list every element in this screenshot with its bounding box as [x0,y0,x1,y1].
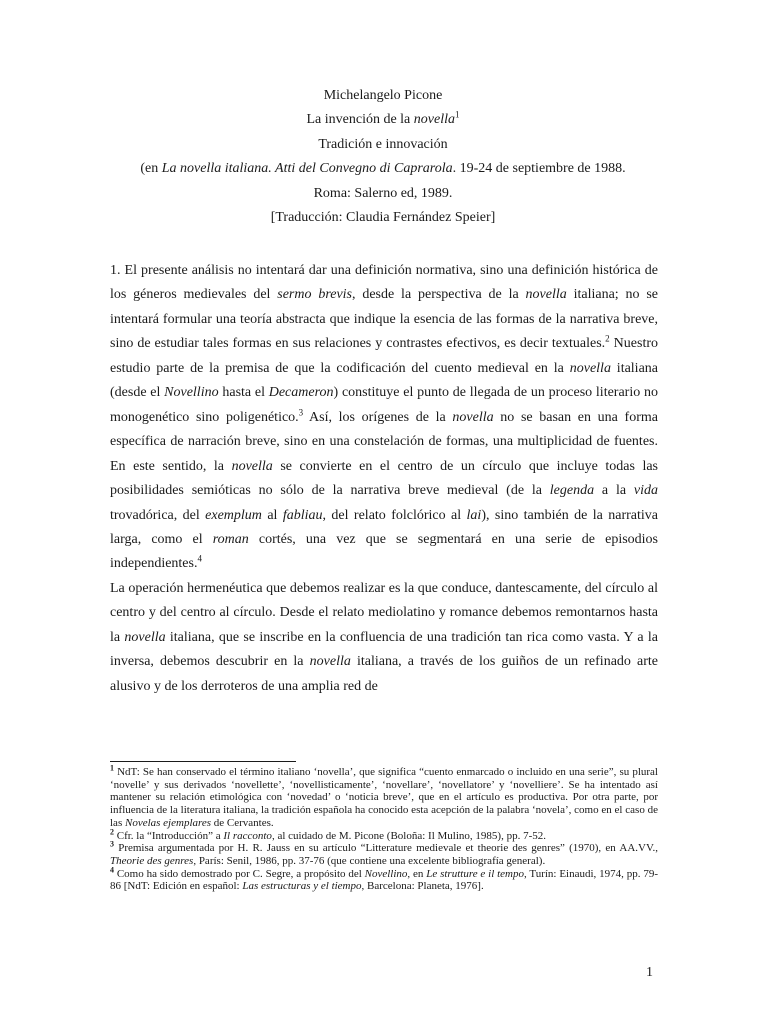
footnote-marker: 1 [110,763,114,773]
text-run: italiana; no se intentará formular una teoría abstracta que indique la esencia de las formas de la narrativa breve, sino de estudiar tales formas en sus relaciones y contrastes efectivos, es decir textuales. [110,287,658,352]
text-run: , París: Senil, 1986, pp. 37-76 (que contiene una excelente bibliografía general). [193,854,546,867]
footnote-separator [110,761,296,762]
italic-run: exemplum [205,507,262,523]
title-line [100,108,666,132]
italic-run: novella [452,409,494,425]
footnote-1 [110,763,658,830]
text-run: 1. El presente análisis no intentará dar una definición normativa, sino una definición histórica de los géneros medievales del [110,263,658,303]
text-run: , desde la perspectiva de la [352,287,526,303]
italic-run: Novellino [164,385,219,401]
footnote-4 [110,864,658,893]
text-run: La operación hermenéutica que debemos realizar es la que conduce, dantescamente, del círculo al centro y del centro al círculo. Desde el relato mediolatino y romance debemos remontarnos hasta la [110,580,658,645]
text-run: ) constituye el punto de llegada de un proceso literario no monogenético sino poligenético. [110,385,658,425]
source-line [100,157,666,181]
italic-run: sermo brevis [277,287,353,303]
italic-run: Las estructuras y el tiempo [242,880,362,893]
text-run: , Barcelona: Planeta, 1976]. [361,880,484,893]
footnote-marker: 4 [110,864,114,874]
text-run: Así, los orígenes de la [303,409,453,425]
footnote-marker: 3 [298,407,304,418]
source-suffix: . 19-24 de septiembre de 1988. [452,161,626,177]
text-run: , Turín: Einaudi, 1974, pp. 79-86 [NdT: Edición en español: [110,867,658,893]
title-footnote-marker: 1 [455,109,460,120]
text-run: Premisa argumentada por H. R. Jauss en su artículo “Litterature medievale et theorie des genres” (1970), en AA.VV., [114,842,658,855]
footnote-marker: 3 [110,839,114,849]
translation-line: [Traducción: Claudia Fernández Speier] [270,210,496,226]
italic-run: Il racconto [223,829,272,842]
italic-run: lai [466,507,482,523]
footnote-marker: 2 [605,333,610,344]
text-run: Nuestro estudio parte de la premisa de que la codificación del cuento medieval en la [110,336,658,376]
document-header [100,84,666,230]
text-run: cortés, una vez que se segmentará en una serie de episodios independientes. [110,531,658,572]
text-run: Cfr. la “Introducción” a [114,829,224,842]
source-italic: La novella italiana. Atti del Convegno di Caprarola [161,161,453,177]
italic-run: novella [525,287,567,303]
footnote-marker: 4 [197,553,202,564]
text-run: , al cuidado de M. Picone (Boloña: Il Mulino, 1985), pp. 7-52. [271,829,546,842]
text-run: ), sino también de la narrativa larga, como el [110,507,658,547]
paragraph-1 [110,259,658,577]
text-run: , del relato folclórico al [322,507,467,523]
source-prefix: (en [140,161,162,177]
italic-run: fabliau [282,507,323,523]
paragraph-2 [110,577,658,699]
subtitle-line: Tradición e innovación [318,136,448,152]
footnote-3 [110,839,658,867]
text-run: al [261,507,283,523]
text-run: no se basan en una forma específica de narración breve, sino en una constelación de formas, una multiplicidad de fuentes. En este sentido, la [110,409,658,474]
text-run: hasta el [218,385,269,401]
title-text: La invención de la [306,112,414,128]
italic-run: Novellino [364,867,408,880]
page-number: 1 [646,965,653,980]
text-run: italiana (desde el [110,360,659,401]
footnote-marker: 2 [110,826,114,836]
italic-run: Decameron [268,385,334,401]
text-run: de Cervantes. [211,816,274,829]
footnote-2 [110,826,658,843]
text-run: trovadórica, del [110,507,206,523]
text-run: Como ha sido demostrado por C. Segre, a propósito del [114,867,365,880]
italic-run: novella [124,629,166,645]
footnotes [110,763,658,893]
italic-run: legenda [549,483,595,499]
text-run: a la [594,483,634,499]
italic-run: novella [569,360,611,376]
italic-run: novella [231,458,273,474]
italic-run: vida [633,483,658,499]
title-italic: novella [413,112,455,128]
italic-run: roman [212,531,249,547]
text-run: NdT: Se han conservado el término italiano ‘novella’, que significa “cuento enmarcado o incluido en una serie”, su plural ‘novelle’ y sus derivados ‘novellette’, ‘novellisticamente’, ‘novellare’, ‘novellatore’ y ‘novelliere’. Se ha intentado así mantener su relación etimológica con ‘novedad’ o ‘noticia breve’, que en el artículo es productiva. Por otra parte, por influencia de la literatura italiana, la tradición española ha conocido esta acepción de la palabra ‘novela’, como en el caso de las [110,766,658,829]
italic-run: Novelas ejemplares [124,816,212,829]
text-run: italiana, que se inscribe en la confluencia de una tradición tan rica como vasta. Y a la inversa, debemos descubrir en la [110,629,658,670]
publisher-line: Roma: Salerno ed, 1989. [313,185,453,201]
italic-run: Le strutture e il tempo [426,867,524,880]
text-run: , en [407,867,427,880]
author-line: Michelangelo Picone [323,88,443,103]
italic-run: Theorie des genres [110,854,194,867]
body-text [110,259,658,699]
text-run: italiana, a través de los guiños de un refinado arte alusivo y de los derroteros de una amplia red de [110,654,658,694]
italic-run: novella [309,654,351,670]
text-run: se convierte en el centro de un círculo que incluye todas las posibilidades semióticas no sólo de la narrativa breve medieval (de la [110,458,658,499]
